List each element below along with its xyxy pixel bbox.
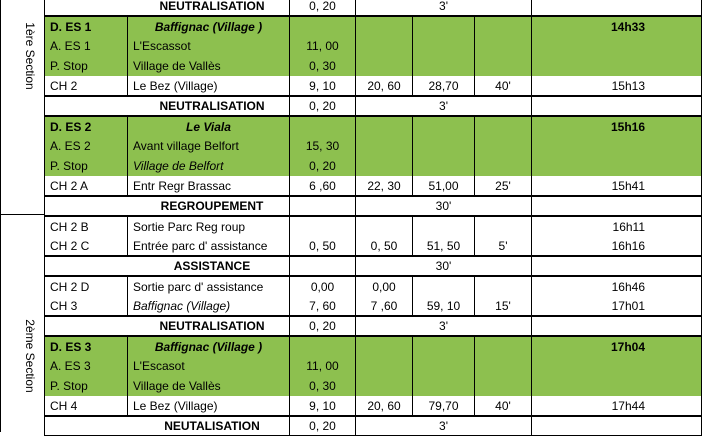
ch-liaison: 7 ,60 bbox=[356, 296, 413, 315]
table-row bbox=[44, 76, 702, 96]
stage-place: Village de Belfort bbox=[128, 156, 290, 176]
stage-cell bbox=[475, 356, 532, 376]
stage-place: L'Escassot bbox=[128, 36, 290, 56]
separator-blank bbox=[532, 0, 702, 15]
ch-time: 25' bbox=[475, 176, 532, 195]
ch-special: 0,00 bbox=[290, 277, 356, 296]
stage-cell bbox=[356, 156, 413, 176]
separator-blank bbox=[532, 197, 702, 215]
stage-timing: 14h33 bbox=[532, 17, 702, 36]
stage-code: P. Stop bbox=[44, 156, 128, 176]
ch-time: 5' bbox=[475, 236, 532, 255]
separator-distance: 0, 20 bbox=[290, 97, 356, 115]
separator-time: 3' bbox=[356, 317, 532, 335]
stage-special: 15, 30 bbox=[290, 136, 356, 156]
ch-special: 7, 60 bbox=[290, 296, 356, 315]
ch-code: CH 2 bbox=[44, 76, 128, 95]
separator-label: NEUTRALISATION bbox=[44, 0, 290, 15]
table-row bbox=[44, 0, 702, 16]
ch-code: CH 4 bbox=[44, 396, 128, 415]
stage-cell bbox=[532, 36, 702, 56]
stage-cell bbox=[290, 337, 356, 356]
separator-blank bbox=[532, 257, 702, 275]
separator-label: REGROUPEMENT bbox=[44, 197, 290, 215]
ch-special bbox=[290, 217, 356, 236]
stage-special: 0, 20 bbox=[290, 156, 356, 176]
ch-liaison: 20, 60 bbox=[356, 396, 413, 415]
stage-cell bbox=[356, 376, 413, 396]
stage-cell bbox=[413, 356, 475, 376]
stage-place: Avant village Belfort bbox=[128, 136, 290, 156]
ch-timing: 17h01 bbox=[532, 296, 702, 315]
section-label-first: 1ère Section bbox=[23, 22, 37, 90]
table-row bbox=[44, 36, 702, 56]
table-row bbox=[44, 176, 702, 196]
stage-cell bbox=[475, 136, 532, 156]
separator-time: 3' bbox=[356, 417, 532, 435]
ch-code: CH 2 A bbox=[44, 176, 128, 195]
ch-place: Sortie parc d' assistance bbox=[128, 277, 290, 296]
table-row bbox=[44, 296, 702, 316]
ch-time: 15' bbox=[475, 296, 532, 315]
stage-cell bbox=[413, 156, 475, 176]
stage-cell bbox=[356, 337, 413, 356]
ch-total: 59, 10 bbox=[413, 296, 475, 315]
separator-distance: 0, 20 bbox=[290, 317, 356, 335]
ch-liaison: 0,00 bbox=[356, 277, 413, 296]
ch-total: 28,70 bbox=[413, 76, 475, 95]
table-row bbox=[44, 276, 702, 296]
ch-special: 6 ,60 bbox=[290, 176, 356, 195]
stage-cell bbox=[532, 136, 702, 156]
separator-label: NEUTRALISATION bbox=[44, 317, 290, 335]
separator-label: ASSISTANCE bbox=[44, 257, 290, 275]
separator-blank bbox=[532, 317, 702, 335]
stage-place: Le Viala bbox=[128, 117, 290, 136]
table-row bbox=[44, 336, 702, 356]
stage-cell bbox=[475, 156, 532, 176]
table-row bbox=[44, 96, 702, 116]
ch-liaison: 20, 60 bbox=[356, 76, 413, 95]
stage-code: P. Stop bbox=[44, 56, 128, 76]
separator-time: 30' bbox=[356, 257, 532, 275]
stage-special: 11, 00 bbox=[290, 356, 356, 376]
table-row bbox=[44, 56, 702, 76]
ch-timing: 15h41 bbox=[532, 176, 702, 195]
stage-cell bbox=[290, 17, 356, 36]
stage-cell bbox=[532, 376, 702, 396]
table-row bbox=[44, 16, 702, 36]
stage-code: P. Stop bbox=[44, 376, 128, 396]
ch-place: Sortie Parc Reg roup bbox=[128, 217, 290, 236]
ch-total: 51, 50 bbox=[413, 236, 475, 255]
ch-liaison bbox=[356, 217, 413, 236]
ch-timing: 16h11 bbox=[532, 217, 702, 236]
ch-timing: 16h16 bbox=[532, 236, 702, 255]
stage-cell bbox=[475, 117, 532, 136]
ch-code: CH 3 bbox=[44, 296, 128, 315]
stage-code: A. ES 1 bbox=[44, 36, 128, 56]
ch-time bbox=[475, 277, 532, 296]
ch-time: 40' bbox=[475, 76, 532, 95]
stage-cell bbox=[532, 56, 702, 76]
ch-place: Le Bez (Village) bbox=[128, 76, 290, 95]
table-row bbox=[44, 376, 702, 396]
separator-distance: 0, 20 bbox=[290, 417, 356, 435]
table-row bbox=[44, 136, 702, 156]
stage-place: Village de Vallès bbox=[128, 56, 290, 76]
ch-liaison: 22, 30 bbox=[356, 176, 413, 195]
stage-cell bbox=[532, 156, 702, 176]
separator-time: 3' bbox=[356, 0, 532, 15]
stage-place: Baffignac (Village ) bbox=[128, 337, 290, 356]
stage-cell bbox=[532, 356, 702, 376]
separator-label: NEUTALISATION bbox=[44, 417, 290, 435]
table-row bbox=[44, 116, 702, 136]
stage-cell bbox=[356, 117, 413, 136]
stage-special: 11, 00 bbox=[290, 36, 356, 56]
ch-total: 51,00 bbox=[413, 176, 475, 195]
stage-cell bbox=[413, 376, 475, 396]
stage-cell bbox=[475, 17, 532, 36]
table-row bbox=[44, 196, 702, 216]
table-row bbox=[44, 256, 702, 276]
separator-time: 30' bbox=[356, 197, 532, 215]
stage-cell bbox=[356, 17, 413, 36]
stage-place: Village de Vallès bbox=[128, 376, 290, 396]
stage-code: A. ES 3 bbox=[44, 356, 128, 376]
stage-timing: 15h16 bbox=[532, 117, 702, 136]
separator-time: 3' bbox=[356, 97, 532, 115]
ch-place: Entrée parc d' assistance bbox=[128, 236, 290, 255]
ch-time bbox=[475, 217, 532, 236]
stage-timing: 17h04 bbox=[532, 337, 702, 356]
stage-place: L'Escasot bbox=[128, 356, 290, 376]
table-row bbox=[44, 396, 702, 416]
stage-cell bbox=[356, 136, 413, 156]
stage-cell bbox=[356, 56, 413, 76]
ch-code: CH 2 C bbox=[44, 236, 128, 255]
stage-cell bbox=[356, 356, 413, 376]
ch-special: 0, 50 bbox=[290, 236, 356, 255]
ch-timing: 16h46 bbox=[532, 277, 702, 296]
table-row bbox=[44, 356, 702, 376]
stage-cell bbox=[413, 36, 475, 56]
separator-label: NEUTRALISATION bbox=[44, 97, 290, 115]
stage-cell bbox=[413, 337, 475, 356]
stage-code: A. ES 2 bbox=[44, 136, 128, 156]
ch-place: Baffignac (Village) bbox=[128, 296, 290, 315]
table-row bbox=[44, 156, 702, 176]
stage-cell bbox=[413, 117, 475, 136]
stage-cell bbox=[413, 17, 475, 36]
stage-code: D. ES 1 bbox=[44, 17, 128, 36]
section-label-second: 2ème Section bbox=[23, 319, 37, 393]
ch-code: CH 2 B bbox=[44, 217, 128, 236]
ch-place: Le Bez (Village) bbox=[128, 396, 290, 415]
ch-liaison: 0, 50 bbox=[356, 236, 413, 255]
stage-place: Baffignac (Village ) bbox=[128, 17, 290, 36]
ch-code: CH 2 D bbox=[44, 277, 128, 296]
separator-distance: 0, 20 bbox=[290, 0, 356, 15]
stage-cell bbox=[475, 56, 532, 76]
separator-blank bbox=[532, 417, 702, 435]
ch-special: 9, 10 bbox=[290, 396, 356, 415]
ch-time: 40' bbox=[475, 396, 532, 415]
ch-place: Entr Regr Brassac bbox=[128, 176, 290, 195]
stage-cell bbox=[413, 56, 475, 76]
stage-code: D. ES 2 bbox=[44, 117, 128, 136]
table-row bbox=[44, 216, 702, 236]
section-divider bbox=[0, 214, 44, 215]
stage-cell bbox=[475, 36, 532, 56]
ch-total: 79,70 bbox=[413, 396, 475, 415]
stage-cell bbox=[413, 136, 475, 156]
table-row bbox=[44, 316, 702, 336]
stage-special: 0, 30 bbox=[290, 56, 356, 76]
stage-cell bbox=[290, 117, 356, 136]
separator-blank bbox=[532, 97, 702, 115]
section-divider-left bbox=[0, 0, 1, 432]
stage-cell bbox=[475, 337, 532, 356]
stage-cell bbox=[356, 36, 413, 56]
ch-total bbox=[413, 277, 475, 296]
ch-timing: 17h44 bbox=[532, 396, 702, 415]
stage-cell bbox=[475, 376, 532, 396]
separator-distance bbox=[290, 257, 356, 275]
table-row bbox=[44, 236, 702, 256]
table-row bbox=[44, 416, 702, 436]
stage-special: 0, 30 bbox=[290, 376, 356, 396]
separator-distance bbox=[290, 197, 356, 215]
ch-total bbox=[413, 217, 475, 236]
ch-special: 9, 10 bbox=[290, 76, 356, 95]
ch-timing: 15h13 bbox=[532, 76, 702, 95]
stage-code: D. ES 3 bbox=[44, 337, 128, 356]
